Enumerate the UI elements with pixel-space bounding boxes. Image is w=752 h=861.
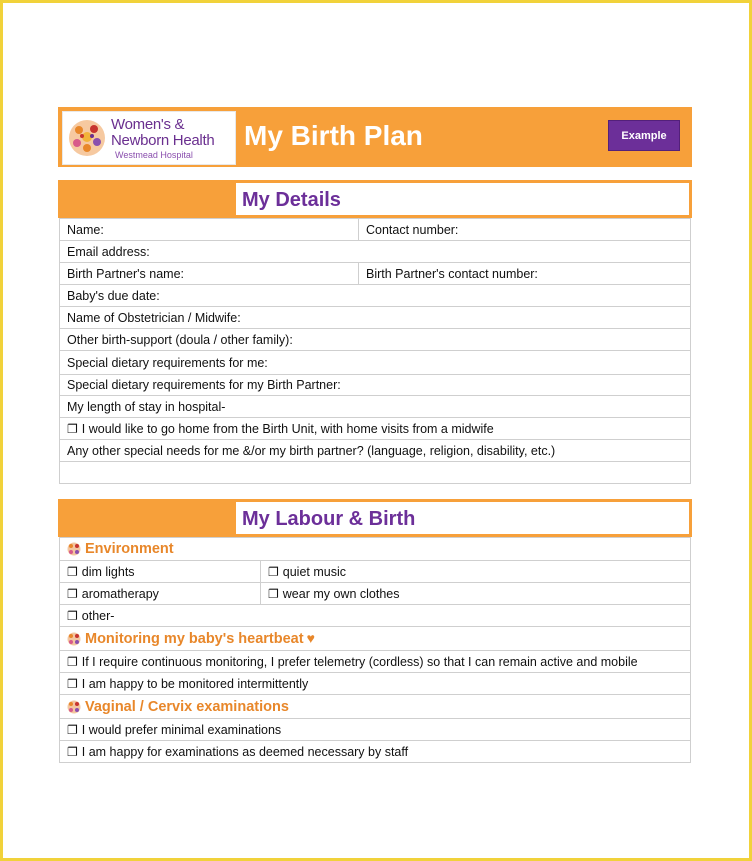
logo-line-2: Newborn Health: [111, 132, 215, 149]
hospital-logo: [62, 111, 236, 165]
flower-icon: [67, 700, 81, 714]
section-header-labour: [58, 499, 692, 537]
own-clothes-option[interactable]: ❐ wear my own clothes: [261, 583, 691, 605]
email-field[interactable]: Email address:: [60, 241, 691, 263]
birth-plan-sheet: [58, 107, 692, 763]
quiet-music-option[interactable]: ❐ quiet music: [261, 561, 691, 583]
other-support-field[interactable]: Other birth-support (doula / other family):: [60, 329, 691, 351]
subheading-environment: Environment: [60, 538, 691, 561]
diet-partner-field[interactable]: Special dietary requirements for my Birth Partner:: [60, 375, 691, 396]
section-title-labour: My Labour & Birth: [242, 508, 416, 530]
checkbox-icon[interactable]: ❐: [67, 586, 78, 601]
checkbox-icon[interactable]: ❐: [268, 586, 279, 601]
checkbox-icon[interactable]: ❐: [67, 744, 78, 759]
telemetry-option[interactable]: ❐ If I require continuous monitoring, I prefer telemetry (cordless) so that I can remain active and mobile: [60, 651, 691, 673]
logo-line-1: Women's &: [111, 116, 185, 133]
go-home-label: I would like to go home from the Birth Unit, with home visits from a midwife: [81, 421, 494, 436]
checkbox-icon[interactable]: ❐: [67, 654, 78, 669]
special-needs-field[interactable]: Any other special needs for me &/or my birth partner? (language, religion, disability, etc.): [60, 440, 691, 462]
other-option[interactable]: ❐ other-: [60, 605, 691, 627]
subheading-vaginal: Vaginal / Cervix examinations: [60, 695, 691, 719]
heart-icon: ♥: [306, 630, 315, 646]
intermittent-option[interactable]: ❐ I am happy to be monitored intermittently: [60, 673, 691, 695]
name-field[interactable]: Name:: [60, 219, 359, 241]
due-date-field[interactable]: Baby's due date:: [60, 285, 691, 307]
go-home-option[interactable]: [60, 418, 691, 440]
section-title-details: My Details: [242, 189, 341, 211]
logo-line-3: Westmead Hospital: [115, 150, 193, 160]
example-button[interactable]: Example: [608, 120, 680, 151]
checkbox-icon[interactable]: ❐: [67, 608, 78, 623]
checkbox-icon[interactable]: ❐: [67, 676, 78, 691]
partner-contact-field[interactable]: Birth Partner's contact number:: [359, 263, 691, 285]
diet-me-field[interactable]: Special dietary requirements for me:: [60, 351, 691, 375]
details-table: [59, 218, 691, 484]
flower-icon: [67, 632, 81, 646]
section-header-details: [58, 180, 692, 218]
special-needs-answer[interactable]: [60, 462, 691, 484]
contact-number-field[interactable]: Contact number:: [359, 219, 691, 241]
dim-lights-option[interactable]: ❐ dim lights: [60, 561, 261, 583]
stay-length-field[interactable]: My length of stay in hospital-: [60, 396, 691, 418]
subheading-monitoring: Monitoring my baby's heartbeat ♥: [60, 627, 691, 651]
checkbox-icon[interactable]: ❐: [67, 421, 78, 436]
partner-name-field[interactable]: Birth Partner's name:: [60, 263, 359, 285]
minimal-exam-option[interactable]: ❐ I would prefer minimal examinations: [60, 719, 691, 741]
checkbox-icon[interactable]: ❐: [268, 564, 279, 579]
obstetrician-field[interactable]: Name of Obstetrician / Midwife:: [60, 307, 691, 329]
as-necessary-option[interactable]: ❐ I am happy for examinations as deemed necessary by staff: [60, 741, 691, 763]
labour-table: [59, 537, 691, 763]
document-header: [58, 107, 692, 167]
checkbox-icon[interactable]: ❐: [67, 564, 78, 579]
document-title: My Birth Plan: [244, 120, 423, 151]
checkbox-icon[interactable]: ❐: [67, 722, 78, 737]
flower-icon: [67, 542, 81, 556]
flower-icon: [67, 118, 107, 158]
aromatherapy-option[interactable]: ❐ aromatherapy: [60, 583, 261, 605]
